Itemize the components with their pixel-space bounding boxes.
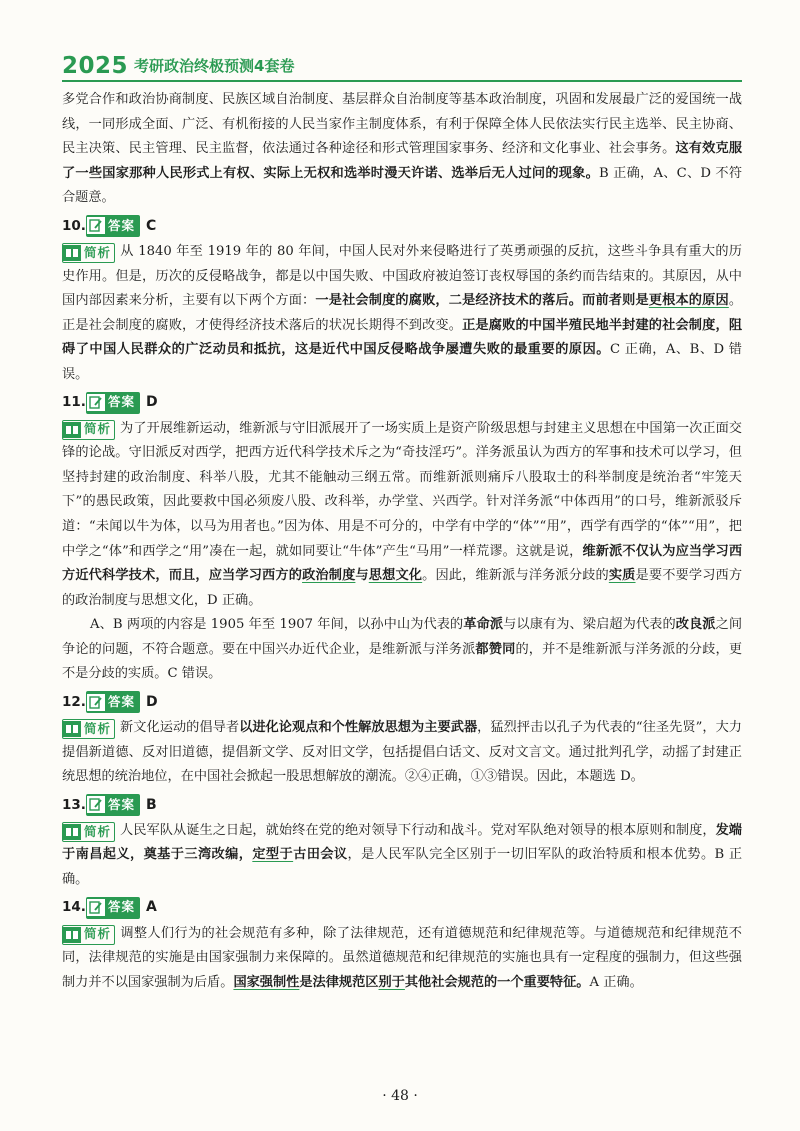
answer-label: 答案	[108, 394, 136, 410]
question-11-answer-row	[62, 390, 742, 416]
question-11-explanation-2	[62, 613, 742, 687]
q14-text-1: 调整人们行为的社会规范有多种，除了法律规范，还有道德规范和纪律规范等。与道德规范和纪律规范不同，法律规范的实施是由国家强制力来保障的。虽然道德规范和纪律规范的实施也具有一定程度的强制力，但这些强制力并不以国家强制为后盾。	[62, 925, 742, 990]
q11-p2-text-3: 之间争论的问题，不符合题意。要在中国兴办近代企业，是维新派与洋务派	[62, 617, 743, 657]
explanation-badge	[62, 243, 115, 263]
q13-bold-1: 发端于南昌起义，奠基于三湾改编，	[62, 822, 742, 863]
book-reader-icon	[63, 422, 81, 438]
question-10-explanation	[62, 240, 742, 388]
explanation-label: 简析	[84, 823, 112, 839]
q12-text-2: ，猛烈抨击以孔子为代表的“往圣先贤”，大力提倡新道德、反对旧道德，提倡新文学、反对旧文学，包括提倡白话文、反对文言文。通过批判孔学，动摇了封建正统思想的统治地位，在中国社会掀起一股思想解放的潮流。②④正确，①③错误。因此，本题选 D。	[62, 720, 742, 785]
answer-badge	[86, 897, 140, 919]
pencil-note-icon	[87, 694, 105, 711]
question-13-answer-row	[62, 792, 742, 818]
answer-badge	[86, 392, 140, 414]
header-year: 2025	[62, 53, 129, 79]
answer-badge	[86, 215, 140, 237]
q14-bold-1: 是法律规范区	[299, 974, 379, 990]
explanation-badge	[62, 925, 115, 945]
q11-p2-bold-3: 都赞同	[475, 641, 516, 657]
pencil-note-icon	[87, 899, 105, 916]
answer-badge	[86, 691, 140, 713]
question-10-answer-row	[62, 213, 742, 239]
answer-letter: B	[146, 796, 157, 813]
answer-letter: C	[146, 217, 157, 234]
explanation-label: 简析	[84, 421, 112, 437]
q14-bold-2: 其他社会规范的一个重要特征。	[404, 974, 590, 990]
explanation-label: 简析	[84, 244, 112, 260]
question-11-explanation	[62, 417, 742, 614]
pencil-note-icon	[87, 394, 105, 411]
book-reader-icon	[63, 824, 81, 840]
answer-label: 答案	[108, 693, 136, 709]
question-12-explanation	[62, 716, 742, 790]
explanation-badge	[62, 420, 115, 440]
question-number: 13.	[62, 796, 86, 813]
q11-text-1: 为了开展维新运动，维新派与守旧派展开了一场实质上是资产阶级思想与封建主义思想在中国第一次正面交锋的论战。守旧派反对西学，把西方近代科学技术斥之为“奇技淫巧”。洋务派虽认为西方的军事和技术可以学习，但坚持封建的政治制度、科举八股，尤其不能触动三纲五常。而维新派则痛斥八股取士的科举制度是统治者“牢笼天下”的愚民政策，因此要救中国必须废八股、改科举，办学堂、兴西学。针对洋务派“中体西用”的口号，维新派驳斥道：“未闻以牛为体，以马为用者也。”因为体、用是不可分的，中学有中学的“体”“用”，西学有西学的“体”“用”，把中学之“体”和西学之“用”凑在一起，就如同要让“牛体”产生“马用”一样荒谬。这就是说，	[62, 420, 742, 559]
answer-letter: A	[146, 899, 157, 916]
header-divider	[62, 80, 742, 82]
pencil-note-icon	[87, 217, 105, 234]
answer-label: 答案	[108, 217, 136, 233]
q11-underline-3: 实质	[608, 568, 636, 584]
q11-underline-2: 思想文化	[368, 568, 423, 584]
q11-p2-text-1: A、B 两项的内容是 1905 年至 1907 年间，以孙中山为代表的	[90, 617, 464, 633]
q11-p2-bold-1: 革命派	[463, 617, 504, 633]
question-number: 10.	[62, 217, 86, 234]
question-number: 14.	[62, 899, 86, 916]
explanation-label: 简析	[84, 720, 112, 736]
explanation-badge	[62, 719, 115, 739]
intro-conclusion: B 正确，A、C、D 不符合题意。	[62, 165, 743, 206]
q11-text-2: 。因此，维新派与洋务派分歧的	[422, 568, 609, 584]
q10-underline-1: 更根本的原因	[648, 293, 729, 309]
q12-text-1: 新文化运动的倡导者	[120, 720, 240, 736]
explanation-badge	[62, 822, 115, 842]
q13-underline-1: 定型于	[252, 847, 294, 863]
q10-text-2: 。正是社会制度的腐败，才使得经济技术落后的状况长期得不到改变。	[62, 293, 743, 333]
question-number: 11.	[62, 394, 86, 411]
header-title: 考研政治终极预测4套卷	[134, 57, 295, 75]
page-number: · 48 ·	[382, 1088, 418, 1104]
q13-text-1: 人民军队从诞生之日起，就始终在党的绝对领导下行动和战斗。党对军队绝对领导的根本原则和制度，	[120, 822, 716, 838]
q13-bold-2: 古田会议	[293, 847, 348, 863]
q14-underline-2: 别于	[378, 974, 405, 990]
q11-conclusion: 是要不要学习西方的政治制度与思想文化，D 正确。	[62, 568, 743, 608]
question-number: 12.	[62, 693, 86, 710]
q11-bold-2: 与	[355, 568, 369, 584]
q10-bold-2: 正是腐败的中国半殖民地半封建的社会制度，阻碍了中国人民群众的广泛动员和抵抗，这是近代中国反侵略战争屡遭失败的最重要的原因。	[62, 317, 743, 358]
page-content	[62, 88, 742, 995]
q11-p2-bold-2: 改良派	[675, 617, 716, 633]
answer-letter: D	[146, 394, 158, 411]
intro-text: 多党合作和政治协商制度、民族区域自治制度、基层群众自治制度等基本政治制度，巩固和发展最广泛的爱国统一战线，一同形成全面、广泛、有机衔接的人民当家作主制度体系，有利于保障全体人民依法实行民主选举、民主协商、民主决策、民主管理、民主监督，依法通过各种途径和形式管理国家事务、经济和文化事业、社会事务。	[62, 92, 742, 157]
q13-text-2: ，是人民军队完全区别于一切旧军队的政治特质和根本优势。B 正确。	[62, 847, 743, 888]
q14-underline-1: 国家强制性	[233, 974, 300, 990]
q11-underline-1: 政治制度	[302, 568, 356, 584]
pencil-note-icon	[87, 796, 105, 813]
question-12-answer-row	[62, 689, 742, 715]
answer-label: 答案	[108, 796, 136, 812]
question-14-explanation	[62, 922, 742, 996]
q10-bold-1: 一是社会制度的腐败，二是经济技术的落后。而前者则是	[315, 293, 649, 309]
question-13-explanation	[62, 819, 742, 893]
answer-badge	[86, 794, 140, 816]
book-reader-icon	[63, 927, 81, 943]
q14-text-2: A 正确。	[589, 974, 643, 990]
question-14-answer-row	[62, 895, 742, 921]
answer-letter: D	[146, 693, 158, 710]
book-reader-icon	[63, 245, 81, 261]
q11-bold-1: 维新派不仅认为应当学习西方近代科学技术，而且，应当学习西方的	[62, 543, 743, 584]
explanation-label: 简析	[84, 926, 112, 942]
q12-bold-1: 以进化论观点和个性解放思想为主要武器	[239, 720, 478, 736]
q11-p2-text-2: 与以康有为、梁启超为代表的	[503, 617, 676, 633]
book-reader-icon	[63, 721, 81, 737]
q10-text-1: 从 1840 年至 1919 年的 80 年间，中国人民对外来侵略进行了英勇顽强的反抗，这些斗争具有重大的历史作用。但是，历次的反侵略战争，都是以中国失败、中国政府被迫签订丧权辱国的条约而告结束的。其原因，从中国内部因素来分析，主要有以下两个方面：	[62, 243, 742, 309]
q10-conclusion: C 正确，A、B、D 错误。	[62, 342, 742, 382]
q11-p2-conclusion: 的，并不是维新派与洋务派的分歧，更不是分歧的实质。C 错误。	[62, 641, 743, 682]
intro-paragraph	[62, 88, 742, 211]
answer-label: 答案	[108, 899, 136, 915]
running-header	[62, 44, 742, 78]
intro-bold: 这有效克服了一些国家那种人民形式上有权、实际上无权和选举时漫天许诺、选举后无人过问的现象。	[62, 141, 743, 181]
